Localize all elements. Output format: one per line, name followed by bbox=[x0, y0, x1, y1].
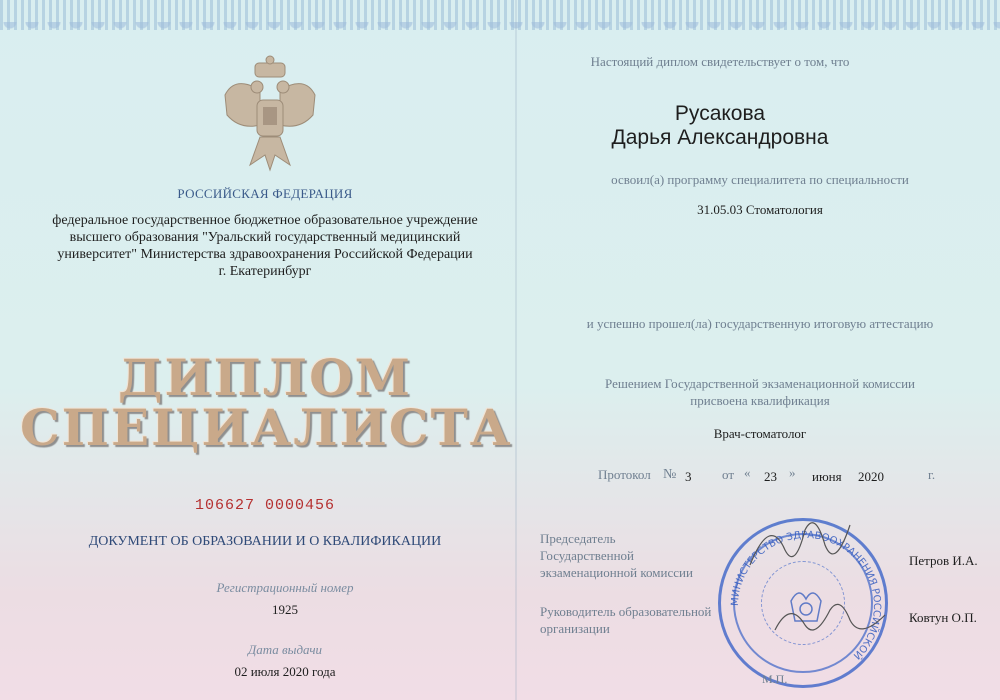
chairman-title-line: Государственной bbox=[540, 548, 635, 563]
institution-city: г. Екатеринбург bbox=[218, 264, 312, 279]
left-page bbox=[20, 0, 513, 700]
program-text: освоил(а) программу специалитета по специальности bbox=[611, 172, 909, 187]
institution-line: высшего образования "Уральский государственный медицинский bbox=[69, 230, 461, 245]
attestation-text: и успешно прошел(ла) государственную итоговую аттестацию bbox=[586, 316, 934, 331]
year-suffix: г. bbox=[928, 467, 936, 482]
protocol-from: от bbox=[722, 467, 735, 482]
issue-date-label: Дата выдачи bbox=[247, 642, 323, 657]
qualification-label: присвоена квалификация bbox=[690, 393, 830, 408]
protocol-number-sign: № bbox=[663, 467, 677, 482]
chairman-title-line: Председатель bbox=[540, 531, 616, 546]
quote-close: » bbox=[789, 465, 796, 480]
diploma-title-line1: ДИПЛОМ bbox=[117, 348, 413, 407]
protocol-month: июня bbox=[812, 469, 842, 484]
intro-text: Настоящий диплом свидетельствует о том, что bbox=[590, 54, 850, 69]
head-title bbox=[540, 603, 711, 637]
protocol-year: 2020 bbox=[858, 469, 884, 484]
head-title-line: организации bbox=[540, 621, 610, 636]
institution-line: федеральное государственное бюджетное образовательное учреждение bbox=[52, 213, 478, 228]
protocol-label: Протокол bbox=[598, 467, 651, 482]
quote-open: « bbox=[744, 465, 751, 480]
chairman-title-line: экзаменационной комиссии bbox=[540, 565, 693, 580]
diploma-title-line2: СПЕЦИАЛИСТА bbox=[20, 398, 513, 457]
commission-decision: Решением Государственной экзаменационной комиссии bbox=[605, 376, 915, 391]
stamp-place-label: М.П. bbox=[762, 672, 788, 686]
graduate-name: Дарья Александровна bbox=[611, 126, 829, 149]
head-signature-icon bbox=[770, 590, 890, 650]
protocol-number: 3 bbox=[685, 469, 692, 484]
head-title-line: Руководитель образовательной bbox=[540, 604, 712, 619]
registration-label: Регистрационный номер bbox=[216, 580, 354, 595]
institution-line: университет" Министерства здравоохранения Российской Федерации bbox=[57, 247, 473, 262]
stamp-text: МИНИСТЕРСТВО ЗДРАВООХРАНЕНИЯ РОССИЙСКОЙ bbox=[729, 529, 883, 661]
institution-name bbox=[30, 212, 500, 280]
specialty: 31.05.03 Стоматология bbox=[697, 202, 823, 217]
serial-number: 106627 0000456 bbox=[194, 497, 336, 514]
coat-of-arms-icon bbox=[215, 55, 325, 175]
protocol-day: 23 bbox=[764, 469, 777, 484]
chairman-title bbox=[540, 530, 693, 581]
head-name: Ковтун О.П. bbox=[909, 610, 977, 625]
issue-date: 02 июля 2020 года bbox=[234, 664, 336, 679]
chairman-signature-icon bbox=[740, 510, 860, 580]
qualification: Врач-стоматолог bbox=[713, 426, 807, 441]
registration-number: 1925 bbox=[272, 602, 298, 617]
chairman-name: Петров И.А. bbox=[909, 553, 978, 568]
graduate-surname: Русакова bbox=[674, 102, 766, 125]
document-type: ДОКУМЕНТ ОБ ОБРАЗОВАНИИ И О КВАЛИФИКАЦИИ bbox=[88, 534, 442, 549]
country-name: РОССИЙСКАЯ ФЕДЕРАЦИЯ bbox=[177, 186, 353, 201]
